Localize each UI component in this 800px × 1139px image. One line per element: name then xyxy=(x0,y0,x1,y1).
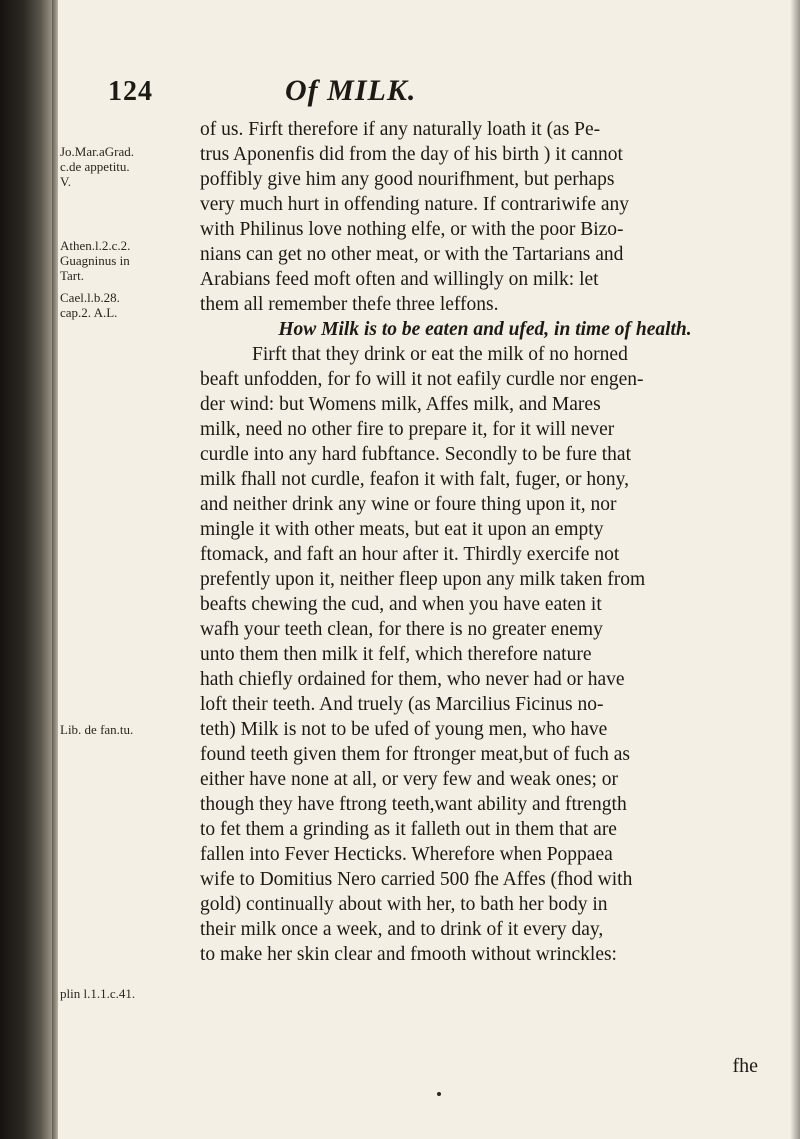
text-line: their milk once a week, and to drink of it every day, xyxy=(200,919,604,940)
text-line: beafts chewing the cud, and when you have eaten it xyxy=(200,594,602,615)
text-line: with Philinus love nothing elfe, or with the poor Bizo- xyxy=(200,219,624,240)
page-number: 124 xyxy=(108,76,153,107)
page-edge-shadow xyxy=(790,0,800,1139)
text-line: Arabians feed moft often and willingly on milk: let xyxy=(200,269,599,290)
margin-note: Lib. de fan.tu. xyxy=(60,722,134,737)
text-line: milk fhall not curdle, feafon it with falt, fuger, or hony, xyxy=(200,469,629,490)
text-line: found teeth given them for ftronger meat,but of fuch as xyxy=(200,744,630,765)
margin-note: Jo.Mar.aGrad. c.de appetitu. V. xyxy=(60,144,135,189)
text-line: poffibly give him any good nourifhment, but perhaps xyxy=(200,169,615,190)
text-line: loft their teeth. And truely (as Marcilius Ficinus no- xyxy=(200,694,604,715)
margin-note: Cael.l.b.28. cap.2. A.L. xyxy=(60,290,120,320)
page-header xyxy=(0,76,800,116)
text-line: der wind: but Womens milk, Affes milk, and Mares xyxy=(200,394,601,415)
text-line: curdle into any hard fubftance. Secondly to be fure that xyxy=(200,444,632,465)
running-title: Of MILK. xyxy=(285,74,417,107)
text-line: milk, need no other fire to prepare it, for it will never xyxy=(200,419,615,440)
text-line: teth) Milk is not to be ufed of young men, who have xyxy=(200,719,608,740)
text-line: very much hurt in offending nature. If contrariwife any xyxy=(200,194,630,215)
text-line: though they have ftrong teeth,want ability and ftrength xyxy=(200,794,627,815)
text-line: wafh your teeth clean, for there is no greater enemy xyxy=(200,619,603,640)
text-line: trus Aponenfis did from the day of his birth ) it cannot xyxy=(200,144,623,165)
text-line: wife to Domitius Nero carried 500 fhe Affes (fhod with xyxy=(200,869,633,890)
text-line: ftomack, and faft an hour after it. Thirdly exercife not xyxy=(200,544,620,565)
text-line: beaft unfodden, for fo will it not eafily curdle nor engen- xyxy=(200,369,644,390)
text-line: mingle it with other meats, but eat it upon an empty xyxy=(200,519,604,540)
catchword: fhe xyxy=(732,1055,758,1077)
text-line: either have none at all, or very few and weak ones; or xyxy=(200,769,618,790)
margin-note: Athen.l.2.c.2. Guagninus in Tart. xyxy=(60,238,131,283)
margin-note: plin l.1.1.c.41. xyxy=(60,986,136,1001)
text-line: to fet them a grinding as it falleth out in them that are xyxy=(200,819,617,840)
text-line: them all remember thefe three leffons. xyxy=(200,294,499,315)
book-binding-shadow xyxy=(0,0,58,1139)
section-heading: How Milk is to be eaten and ufed, in time of health. xyxy=(278,319,692,340)
text-line: of us. Firft therefore if any naturally loath it (as Pe- xyxy=(200,119,601,140)
text-line: Firft that they drink or eat the milk of no horned xyxy=(252,344,628,365)
text-line: fallen into Fever Hecticks. Wherefore when Poppaea xyxy=(200,844,613,865)
text-line: nians can get no other meat, or with the Tartarians and xyxy=(200,244,624,265)
text-line: to make her skin clear and fmooth without wrinckles: xyxy=(200,944,617,965)
ink-speck xyxy=(437,1092,441,1096)
text-line: and neither drink any wine or foure thing upon it, nor xyxy=(200,494,617,515)
text-line: unto them then milk it felf, which therefore nature xyxy=(200,644,592,665)
text-line: gold) continually about with her, to bath her body in xyxy=(200,894,608,915)
text-line: prefently upon it, neither fleep upon any milk taken from xyxy=(200,569,646,590)
text-line: hath chiefly ordained for them, who never had or have xyxy=(200,669,625,690)
